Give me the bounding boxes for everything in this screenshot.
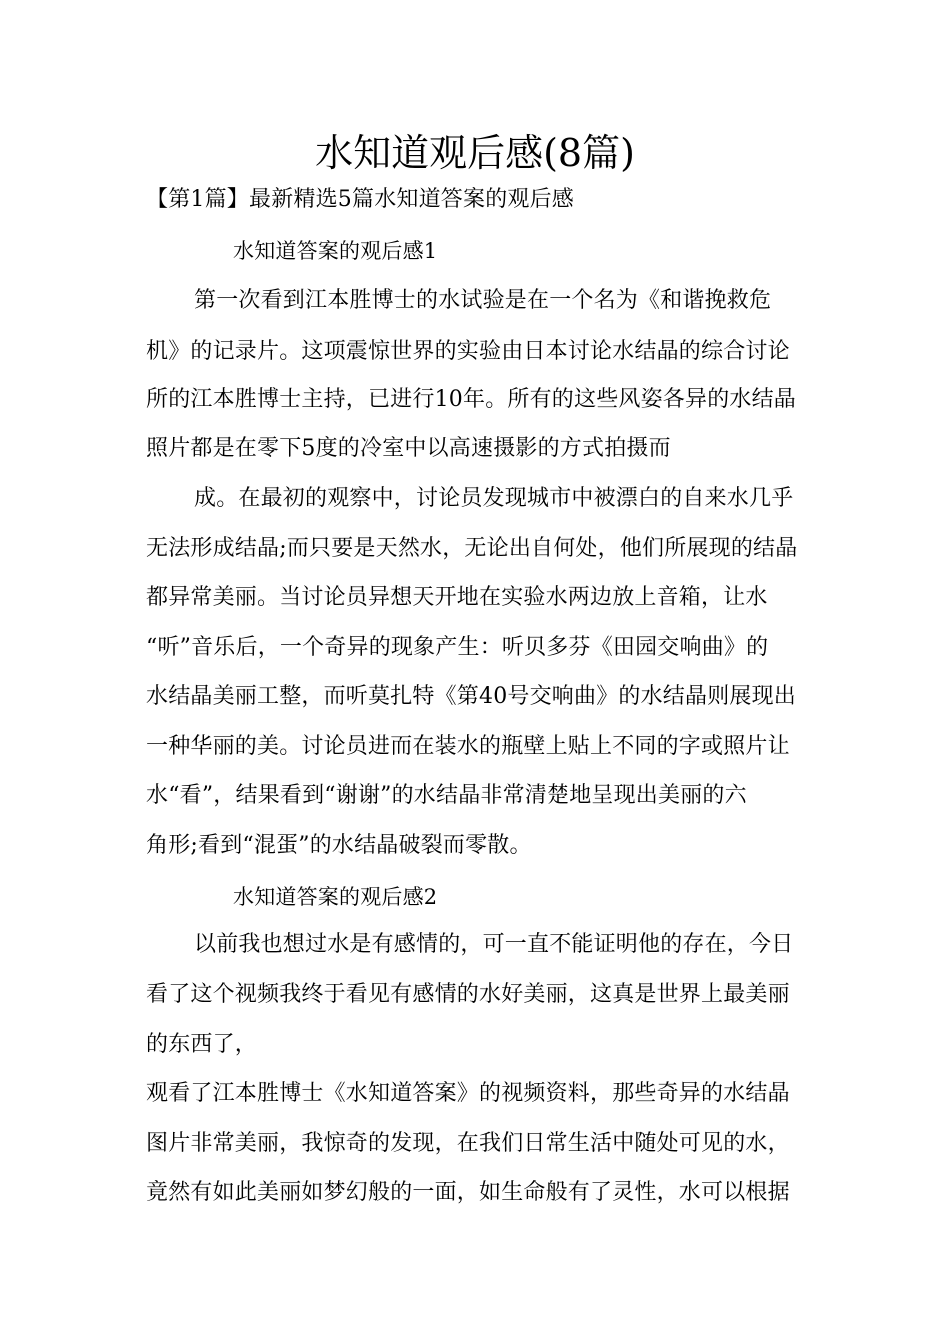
paragraph-1-line-1: 第一次看到江本胜博士的水试验是在一个名为《和谐挽救危 bbox=[194, 288, 772, 313]
subheading-2: 水知道答案的观后感2 bbox=[233, 885, 438, 909]
paragraph-4-line-3: 竟然有如此美丽如梦幻般的一面，如生命般有了灵性，水可以根据 bbox=[146, 1180, 790, 1205]
paragraph-2-line-6: 一种华丽的美。讨论员进而在装水的瓶壁上贴上不同的字或照片让 bbox=[146, 734, 790, 759]
paragraph-2-line-3: 都异常美丽。当讨论员异想天开地在实验水两边放上音箱，让水 bbox=[146, 585, 768, 610]
paragraph-2-line-4: “听”音乐后，一个奇异的现象产生：听贝多芬《田园交响曲》的 bbox=[146, 635, 769, 660]
paragraph-1-line-2: 机》的记录片。这项震惊世界的实验由日本讨论水结晶的综合讨论 bbox=[146, 339, 790, 364]
paragraph-1-line-3: 所的江本胜博士主持，已进行10年。所有的这些风姿各异的水结晶 bbox=[146, 387, 796, 412]
paragraph-2-line-5: 水结晶美丽工整，而听莫扎特《第40号交响曲》的水结晶则展现出 bbox=[146, 684, 796, 709]
paragraph-2-line-7: 水“看”，结果看到“谢谢”的水结晶非常清楚地呈现出美丽的六 bbox=[146, 783, 747, 808]
paragraph-2-line-8: 角形;看到“混蛋”的水结晶破裂而零散。 bbox=[146, 833, 532, 858]
paragraph-3-line-1: 以前我也想过水是有感情的，可一直不能证明他的存在，今日 bbox=[194, 932, 794, 957]
paragraph-2-line-1: 成。在最初的观察中，讨论员发现城市中被漂白的自来水几乎 bbox=[194, 486, 794, 511]
paragraph-3-line-2: 看了这个视频我终于看见有感情的水好美丽，这真是世界上最美丽 bbox=[146, 982, 790, 1007]
paragraph-3-line-3: 的东西了， bbox=[146, 1032, 258, 1057]
paragraph-2-line-2: 无法形成结晶;而只要是天然水，无论出自何处，他们所展现的结晶 bbox=[146, 536, 798, 561]
document-title: 水知道观后感(8篇) bbox=[315, 131, 635, 175]
paragraph-1-line-4: 照片都是在零下5度的冷室中以高速摄影的方式拍摄而 bbox=[146, 436, 671, 461]
section-label: 【第1篇】最新精选5篇水知道答案的观后感 bbox=[146, 187, 574, 212]
paragraph-4-line-2: 图片非常美丽，我惊奇的发现，在我们日常生活中随处可见的水， bbox=[146, 1131, 790, 1156]
paragraph-4-line-1: 观看了江本胜博士《水知道答案》的视频资料，那些奇异的水结晶 bbox=[146, 1081, 790, 1106]
subheading-1: 水知道答案的观后感1 bbox=[233, 239, 438, 263]
